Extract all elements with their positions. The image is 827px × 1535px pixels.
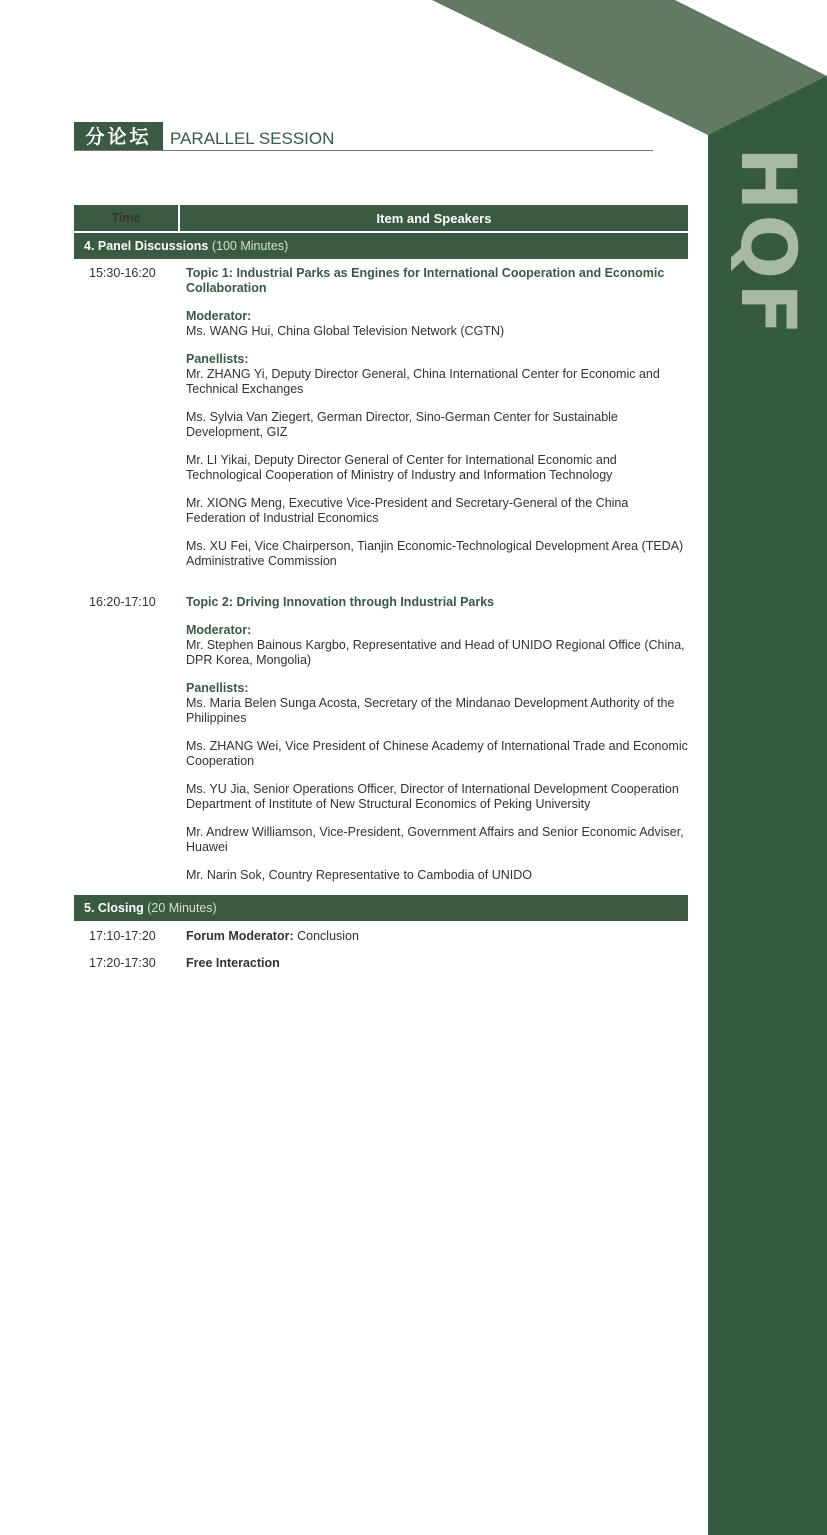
section-title: 5. Closing [84, 901, 144, 915]
topic1-title: Topic 1: Industrial Parks as Engines for International Cooperation and Economic Collaboration [186, 266, 665, 295]
table-header [74, 205, 688, 231]
topic2-time: 16:20-17:10 [89, 595, 156, 609]
panellist: Ms. XU Fei, Vice Chairperson, Tianjin Economic-Technological Development Area (TEDA) Administrative Commission [186, 539, 684, 568]
panellist: Ms. ZHANG Wei, Vice President of Chinese Academy of International Trade and Economic Cooperation [186, 739, 688, 768]
closing-row-text: Conclusion [297, 929, 359, 943]
topic1-moderator [186, 309, 688, 339]
topic1-time: 15:30-16:20 [89, 266, 156, 280]
panellists-label: Panellists: [186, 352, 249, 366]
topic1-block [186, 266, 688, 582]
closing-row-bold: Free Interaction [186, 956, 280, 970]
topic2-block [186, 595, 688, 896]
panellists-label: Panellists: [186, 681, 249, 695]
panellist: Ms. Maria Belen Sunga Acosta, Secretary of the Mindanao Development Authority of the Philippines [186, 696, 675, 725]
closing-row-time: 17:20-17:30 [89, 956, 156, 970]
panellist: Mr. LI Yikai, Deputy Director General of Center for International Economic and Technological Cooperation of Ministry of Industry and Information Technology [186, 453, 617, 482]
closing-row-time: 17:10-17:20 [89, 929, 156, 943]
section-duration: (20 Minutes) [147, 901, 217, 915]
section-closing [74, 895, 688, 921]
col-time-header: Time [74, 205, 178, 231]
closing-row-item [186, 929, 359, 943]
closing-row-item [186, 956, 280, 970]
session-header [74, 122, 653, 151]
topic2-moderator [186, 623, 688, 668]
panellist: Ms. Sylvia Van Ziegert, German Director, Sino-German Center for Sustainable Development, GIZ [186, 410, 618, 439]
moderator-label: Moderator: [186, 623, 252, 637]
topic2-panellist-first [186, 681, 688, 726]
side-logo-text: HQF [724, 146, 813, 340]
section-panel-discussions [74, 233, 688, 259]
header-en-title: PARALLEL SESSION [170, 129, 335, 148]
topic2-title: Topic 2: Driving Innovation through Industrial Parks [186, 595, 495, 609]
panellist: Mr. Narin Sok, Country Representative to Cambodia of UNIDO [186, 868, 532, 882]
panellist: Ms. YU Jia, Senior Operations Officer, Director of International Development Cooperation Department of Institute of New Structural Economics of Peking University [186, 782, 679, 811]
panellist: Mr. Andrew Williamson, Vice-President, Government Affairs and Senior Economic Adviser, Huawei [186, 825, 684, 854]
moderator-name: Mr. Stephen Bainous Kargbo, Representative and Head of UNIDO Regional Office (China, DPR Korea, Mongolia) [186, 638, 685, 667]
panellist: Mr. ZHANG Yi, Deputy Director General, China International Center for Economic and Technical Exchanges [186, 367, 660, 396]
closing-row-bold: Forum Moderator: [186, 929, 294, 943]
topic1-panellist-first [186, 352, 688, 397]
moderator-name: Ms. WANG Hui, China Global Television Network (CGTN) [186, 324, 505, 338]
section-title: 4. Panel Discussions [84, 239, 209, 253]
panellist: Mr. XIONG Meng, Executive Vice-President and Secretary-General of the China Federation of Industrial Economics [186, 496, 629, 525]
moderator-label: Moderator: [186, 309, 252, 323]
col-item-header: Item and Speakers [180, 205, 688, 231]
section-duration: (100 Minutes) [211, 239, 289, 253]
header-cn-title: 分论坛 [74, 122, 163, 150]
